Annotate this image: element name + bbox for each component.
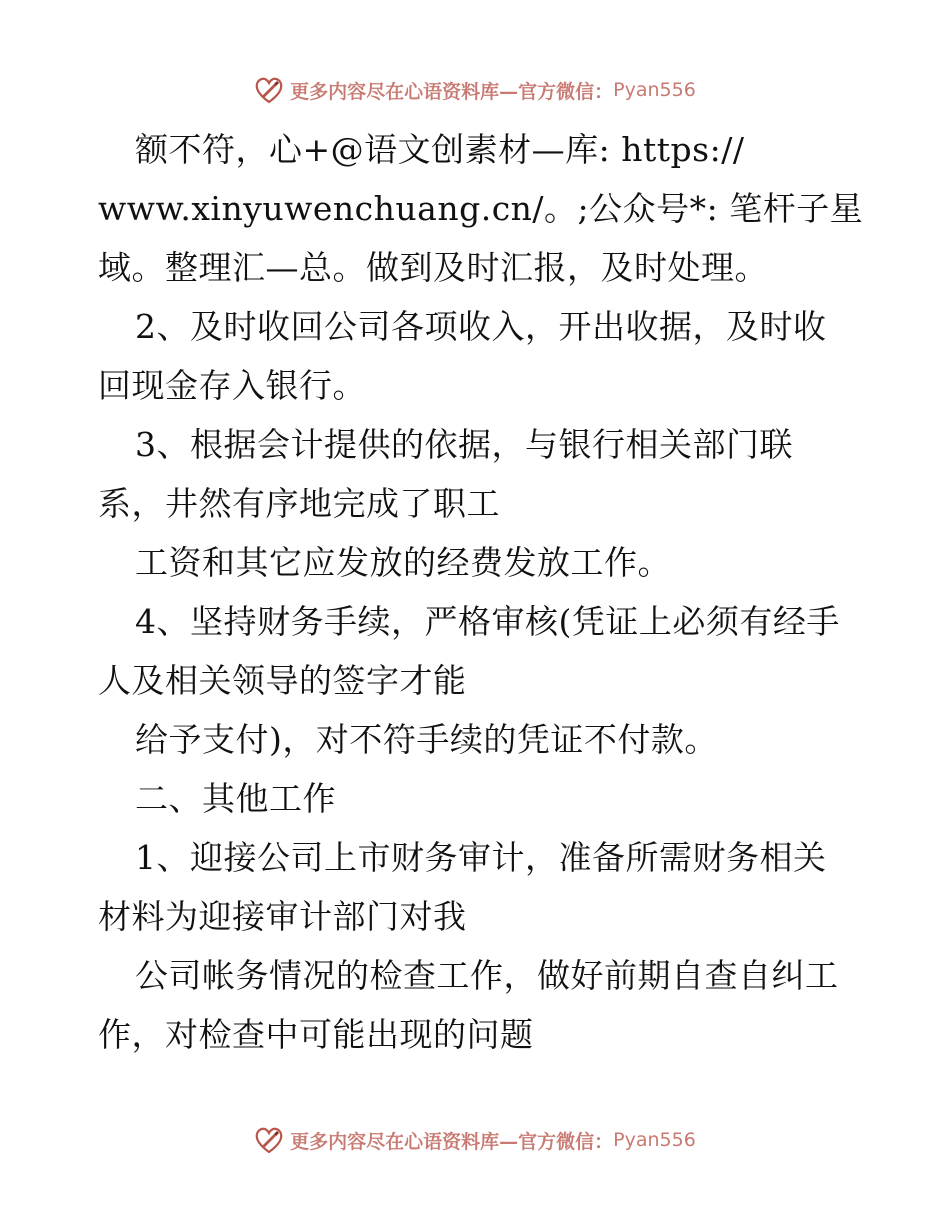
heart-pen-logo-icon	[254, 75, 284, 105]
body-line: 2、及时收回公司各项收入，开出收据，及时收	[135, 307, 827, 346]
body-line: 回现金存入银行。	[98, 366, 366, 405]
banner-text: 更多内容尽在心语资料库—官方微信：	[290, 1130, 614, 1153]
banner-wechat-id: Pyan556	[613, 1129, 696, 1151]
body-line: 人及相关领导的签字才能	[98, 661, 467, 700]
body-line: 4、坚持财务手续，严格审核(凭证上必须有经手	[135, 602, 840, 641]
heart-pen-logo-icon	[254, 1125, 284, 1155]
body-line: 额不符，心+@语文创素材—库: https://	[135, 130, 745, 169]
banner-text: 更多内容尽在心语资料库—官方微信：	[290, 80, 614, 103]
body-line: 工资和其它应发放的经费发放工作。	[135, 543, 671, 582]
body-line: 1、迎接公司上市财务审计，准备所需财务相关	[135, 838, 827, 877]
body-line: 3、根据会计提供的依据，与银行相关部门联	[135, 425, 793, 464]
body-line: 给予支付)，对不符手续的凭证不付款。	[135, 720, 718, 759]
section-heading: 二、其他工作	[135, 779, 336, 818]
body-line: www.xinyuwenchuang.cn/。;公众号*: 笔杆子星	[98, 189, 864, 228]
body-line: 作，对检查中可能出现的问题	[98, 1015, 534, 1054]
body-line: 系，井然有序地完成了职工	[98, 484, 500, 523]
body-line: 公司帐务情况的检查工作，做好前期自查自纠工	[135, 956, 839, 995]
body-line: 材料为迎接审计部门对我	[98, 897, 467, 936]
footer-banner	[0, 1120, 950, 1160]
header-banner	[0, 70, 950, 110]
body-line: 域。整理汇—总。做到及时汇报，及时处理。	[98, 248, 768, 287]
document-body	[98, 120, 864, 1064]
banner-wechat-id: Pyan556	[613, 79, 696, 101]
